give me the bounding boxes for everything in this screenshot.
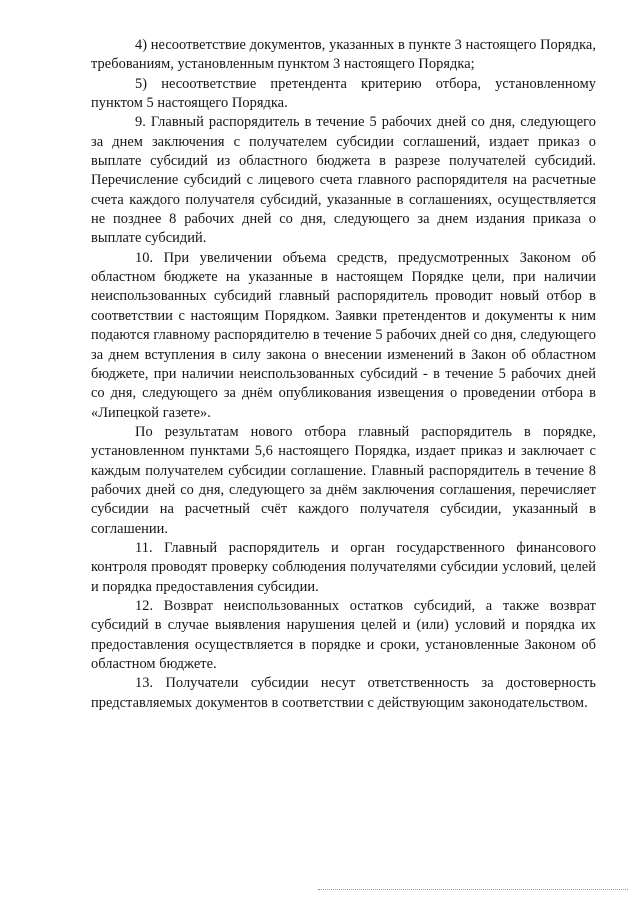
document-body — [91, 36, 596, 713]
paragraph-item-5: 5) несоответствие претендента критерию отбора, установленному пунктом 5 настоящего Порядка. — [91, 75, 596, 112]
paragraph-new-selection-results: По результатам нового отбора главный распорядитель в порядке, установленном пунктами 5,6 настоящего Порядка, издает приказ и заключает с каждым получателем субсидии соглашение. Главный распорядитель в течение 8 рабочих дней со дня, следующего за днём заключения соглашения, перечисляет субсидии на расчетный счёт каждого получателя субсидии, указанный в соглашении. — [91, 423, 596, 537]
paragraph-clause-11: 11. Главный распорядитель и орган государственного финансового контроля проводят проверку соблюдения получателями субсидии условий, целей и порядка предоставления субсидии. — [91, 539, 596, 595]
paragraph-clause-12: 12. Возврат неиспользованных остатков субсидий, а также возврат субсидий в случае выявления нарушения целей и (или) условий и порядка их предоставления осуществляется в порядке и сроки, установленные Законом об областном бюджете. — [91, 597, 596, 672]
paragraph-clause-13: 13. Получатели субсидии несут ответственность за достоверность представляемых документов в соответствии с действующим законодательством. — [91, 675, 596, 711]
footer-dotted-line — [318, 889, 628, 890]
paragraph-clause-9: 9. Главный распорядитель в течение 5 рабочих дней со дня, следующего за днем заключения с получателем субсидии соглашений, издает приказ о выплате субсидий из областного бюджета в разрезе получателей субсидий. Перечисление субсидий с лицевого счета главного распорядителя на расчетные счета каждого получателя субсидий, указанные в соглашениях, осуществляется не позднее 8 рабочих дней со дня, следующего за днем издания приказа о выплате субсидий. — [91, 114, 596, 247]
paragraph-item-4: 4) несоответствие документов, указанных в пункте 3 настоящего Порядка, требованиям, установленным пунктом 3 настоящего Порядка; — [91, 37, 596, 73]
paragraph-clause-10: 10. При увеличении объема средств, предусмотренных Законом об областном бюджете на указанные в настоящем Порядке цели, при наличии неиспользованных субсидий главный распорядитель проводит новый отбор в соответствии с настоящим Порядком. Заявки претендентов и документы к ним подаются главному распорядителю в течение 5 рабочих дней со дня, следующего за днем вступления в силу закона о внесении изменений в Закон об областном бюджете, при наличии неиспользованных субсидий - в течение 5 рабочих дней со дня, следующего за днём опубликования извещения о проведении отбора в «Липецкой газете». — [91, 249, 596, 421]
